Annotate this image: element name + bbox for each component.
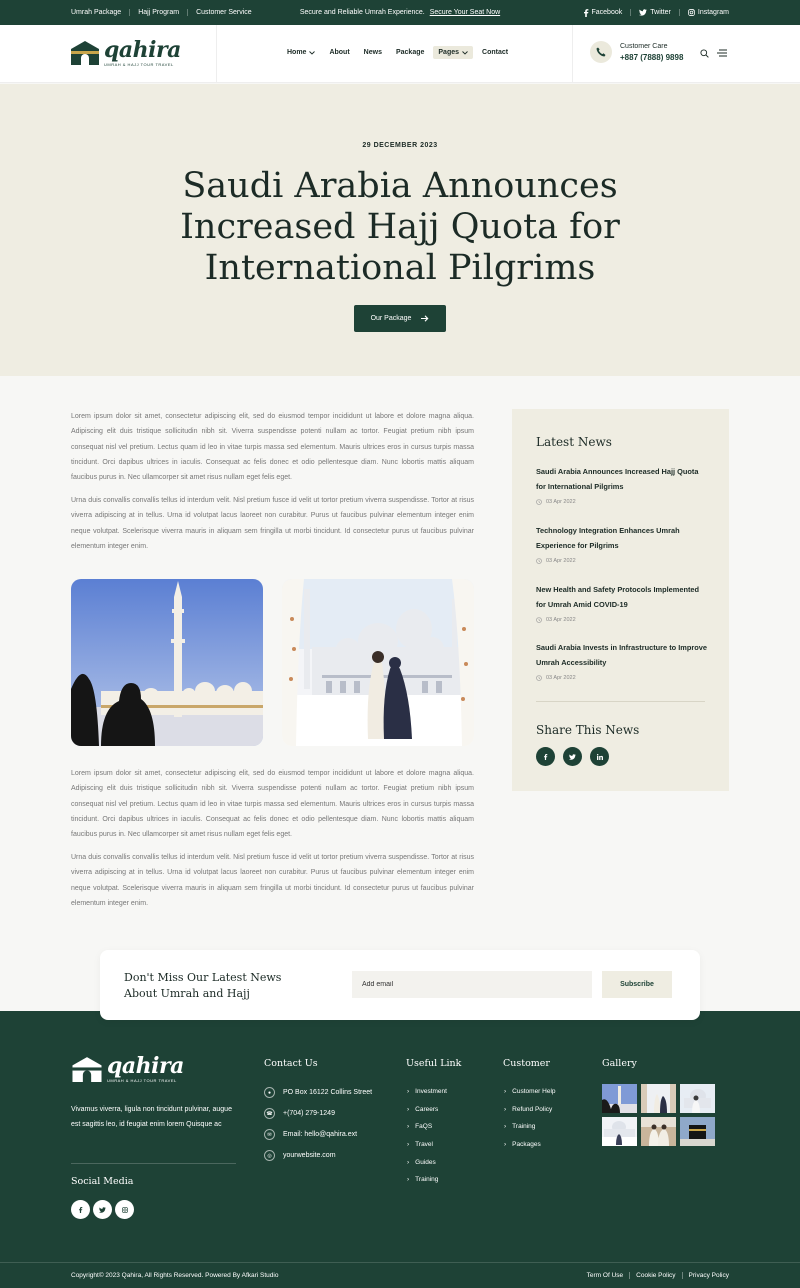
footer-link[interactable] bbox=[504, 1083, 556, 1101]
twitter-icon bbox=[99, 1207, 106, 1213]
top-facebook-label: Facebook bbox=[591, 9, 623, 16]
contact-website[interactable] bbox=[264, 1145, 372, 1166]
news-title: New Health and Safety Protocols Implemented for Umrah Amid COVID-19 bbox=[536, 585, 700, 609]
news-date-text: 03 Apr 2022 bbox=[546, 675, 576, 681]
footer-link-label: Training bbox=[415, 1176, 439, 1184]
contact-email-text: Email: hello@qahira.ext bbox=[283, 1131, 358, 1138]
footer-twitter-button[interactable] bbox=[93, 1200, 112, 1219]
kaaba-logo-icon bbox=[70, 39, 100, 66]
news-title: Saudi Arabia Invests in Infrastructure to Improve Umrah Accessibility bbox=[536, 643, 707, 667]
top-link-umrah[interactable]: Umrah Package bbox=[71, 9, 122, 16]
contact-phone-text: +(704) 279-1249 bbox=[283, 1110, 335, 1117]
gallery-thumb[interactable] bbox=[641, 1117, 676, 1146]
clock-icon bbox=[536, 499, 542, 505]
chevron-right-icon: › bbox=[407, 1141, 410, 1149]
nav-pages[interactable] bbox=[433, 46, 473, 59]
footer-social bbox=[71, 1200, 134, 1219]
gallery-title: Gallery bbox=[602, 1058, 637, 1069]
instagram-icon bbox=[122, 1207, 128, 1213]
newsletter-box bbox=[100, 950, 700, 1020]
facebook-icon bbox=[543, 754, 548, 760]
twitter-icon bbox=[569, 754, 576, 760]
news-date bbox=[536, 617, 708, 623]
chevron-down-icon bbox=[309, 51, 315, 55]
nav-home-label: Home bbox=[287, 49, 307, 56]
brand-name: qahira bbox=[104, 37, 181, 63]
article-title: Saudi Arabia Announces Increased Hajj Quota for International Pilgrims bbox=[180, 166, 620, 288]
chevron-right-icon: › bbox=[504, 1141, 507, 1149]
footer-link-label: Training bbox=[512, 1123, 536, 1131]
subscribe-button[interactable]: Subscribe bbox=[602, 971, 672, 998]
footer-link[interactable] bbox=[504, 1118, 556, 1136]
announcement-text: Secure and Reliable Umrah Experience. bbox=[299, 9, 425, 16]
header-actions bbox=[700, 49, 727, 58]
news-date-text: 03 Apr 2022 bbox=[546, 558, 576, 564]
footer-brand-tagline: UMRAH & HAJJ TOUR TRAVEL bbox=[107, 1078, 177, 1083]
footer-link-label: Refund Policy bbox=[512, 1105, 553, 1113]
share-buttons bbox=[536, 747, 609, 766]
footer-link[interactable] bbox=[504, 1136, 556, 1154]
footer-link[interactable] bbox=[504, 1101, 556, 1119]
arrow-right-icon bbox=[421, 315, 429, 322]
news-item[interactable] bbox=[536, 523, 708, 564]
customer-links bbox=[504, 1083, 556, 1153]
copyright: Copyright© 2023 Qahira, All Rights Reserved. Powered By Afkari Studio bbox=[71, 1272, 279, 1279]
footer-gallery bbox=[602, 1084, 715, 1146]
share-facebook-button[interactable] bbox=[536, 747, 555, 766]
gallery-thumb[interactable] bbox=[680, 1084, 715, 1113]
nav-about[interactable]: About bbox=[329, 49, 350, 56]
news-title: Saudi Arabia Announces Increased Hajj Quota for International Pilgrims bbox=[536, 467, 699, 491]
gallery-thumb[interactable] bbox=[680, 1117, 715, 1146]
contact-email[interactable] bbox=[264, 1124, 372, 1145]
top-link-hajj[interactable]: Hajj Program bbox=[129, 9, 187, 16]
chevron-right-icon: › bbox=[504, 1105, 507, 1113]
phone-icon-wrap bbox=[590, 41, 612, 63]
contact-phone[interactable] bbox=[264, 1103, 372, 1124]
news-date bbox=[536, 675, 708, 681]
top-facebook[interactable] bbox=[575, 9, 631, 17]
facebook-icon bbox=[78, 1207, 83, 1213]
brand-logo[interactable] bbox=[70, 39, 181, 67]
top-twitter[interactable] bbox=[630, 9, 679, 16]
footer-facebook-button[interactable] bbox=[71, 1200, 90, 1219]
newsletter-heading: Don't Miss Our Latest News About Umrah and Hajj bbox=[124, 971, 282, 1000]
sidebar bbox=[512, 409, 729, 791]
footer-instagram-button[interactable] bbox=[115, 1200, 134, 1219]
top-instagram-label: Instagram bbox=[697, 9, 729, 16]
top-social bbox=[575, 9, 730, 17]
chevron-right-icon: › bbox=[407, 1176, 410, 1184]
top-twitter-label: Twitter bbox=[650, 9, 671, 16]
gallery-thumb[interactable] bbox=[602, 1117, 637, 1146]
news-date-text: 03 Apr 2022 bbox=[546, 499, 576, 505]
share-linkedin-button[interactable] bbox=[590, 747, 609, 766]
footer-link[interactable] bbox=[407, 1118, 447, 1136]
brand-tagline: UMRAH & HAJJ TOUR TRAVEL bbox=[104, 62, 174, 67]
our-package-button[interactable] bbox=[354, 305, 446, 332]
contact-list bbox=[264, 1082, 372, 1166]
header-divider bbox=[572, 25, 573, 83]
header-divider bbox=[216, 25, 217, 83]
legal-links bbox=[581, 1272, 729, 1279]
footer-link-label: Careers bbox=[415, 1105, 439, 1113]
clock-icon bbox=[536, 617, 542, 623]
news-date bbox=[536, 558, 708, 564]
useful-link-title: Useful Link bbox=[406, 1058, 462, 1069]
footer-brand-name: qahira bbox=[107, 1053, 184, 1079]
share-title: Share This News bbox=[536, 723, 640, 737]
nav-pages-label: Pages bbox=[438, 49, 460, 56]
instagram-icon bbox=[688, 9, 695, 16]
news-item[interactable] bbox=[536, 464, 708, 505]
footer-link[interactable] bbox=[407, 1171, 447, 1189]
location-icon: ● bbox=[264, 1087, 275, 1098]
footer-link-label: FaQS bbox=[415, 1123, 433, 1131]
sidebar-divider bbox=[536, 701, 705, 702]
footer-link[interactable] bbox=[407, 1153, 447, 1171]
footer-logo[interactable] bbox=[71, 1055, 184, 1083]
facebook-icon bbox=[583, 9, 589, 17]
news-title: Technology Integration Enhances Umrah Experience for Pilgrims bbox=[536, 526, 680, 550]
chevron-down-icon bbox=[462, 51, 468, 55]
footer-bottom-divider bbox=[0, 1262, 800, 1263]
chevron-right-icon: › bbox=[407, 1088, 410, 1096]
contact-address-text: PO Box 16122 Collins Street bbox=[283, 1089, 373, 1096]
contact-title: Contact Us bbox=[264, 1058, 318, 1069]
privacy-policy-link[interactable]: Privacy Policy bbox=[682, 1272, 729, 1279]
customer-care-label: Customer Care bbox=[620, 42, 668, 50]
our-package-label: Our Package bbox=[370, 315, 412, 322]
nav-package[interactable]: Package bbox=[395, 49, 425, 56]
mosque-photo-couple-arch bbox=[282, 579, 474, 746]
gallery-thumb[interactable] bbox=[641, 1084, 676, 1113]
news-date-text: 03 Apr 2022 bbox=[546, 617, 576, 623]
site-header bbox=[0, 25, 800, 83]
kaaba-logo-icon bbox=[71, 1055, 103, 1083]
top-links bbox=[71, 9, 260, 16]
article-paragraph: Lorem ipsum dolor sit amet, consectetur adipiscing elit, sed do eiusmod tempor incididunt ut labore et dolore magna aliqua. Adipiscing elit duis tristique sollicitudin nibh sit. Viverra suspendisse potenti nullam ac tortor. Feugiat pretium nibh ipsum consequat nisl vel pretium. Lectus quam id leo in vitae turpis massa sed elementum. Mauris ultrices eros in cursus turpis massa tincidunt. Orci dapibus ultrices in iaculis. Consequat ac felis donec et odio pellentesque diam. Nunc lobortis mattis aliquam faucibus purus in. Nec ullamcorper sit amet risus nullam eget felis eget. bbox=[71, 770, 474, 839]
clock-icon bbox=[536, 675, 542, 681]
cookie-policy-link[interactable]: Cookie Policy bbox=[629, 1272, 681, 1279]
menu-icon[interactable] bbox=[717, 49, 727, 57]
announcement-link[interactable]: Secure Your Seat Now bbox=[429, 9, 501, 16]
main-nav bbox=[282, 46, 513, 59]
chevron-right-icon: › bbox=[407, 1105, 410, 1113]
customer-care-phone: +887 (7888) 9898 bbox=[620, 52, 684, 62]
latest-news-title: Latest News bbox=[536, 435, 612, 449]
footer-link[interactable] bbox=[407, 1101, 447, 1119]
phone-icon bbox=[596, 47, 606, 57]
top-instagram[interactable] bbox=[679, 9, 729, 16]
top-bar bbox=[0, 0, 800, 25]
article-paragraph: Urna duis convallis convallis tellus id interdum velit. Nisl pretium fusce id velit ut tortor pretium viverra suspendisse. Tortor at risus viverra adipiscing at in tellus. Urna id volutpat lacus laoreet non curabitur. Purus ut faucibus pulvinar elementum integer enim neque volutpat. Scelerisque viverra mauris in aliquam sem fringilla ut morbi tincidunt. Id consectetur purus ut faucibus pulvinar elementum integer enim. bbox=[71, 854, 474, 907]
footer-description: Vivamus viverra, ligula non tincidunt pulvinar, augue est sagittis leo, id feugiat enim lorem Quisque ac bbox=[71, 1106, 232, 1128]
footer-link[interactable] bbox=[407, 1083, 447, 1101]
customer-title: Customer bbox=[503, 1058, 550, 1069]
article-paragraph: Lorem ipsum dolor sit amet, consectetur adipiscing elit, sed do eiusmod tempor incididunt ut labore et dolore magna aliqua. Adipiscing elit duis tristique sollicitudin nibh sit. Viverra suspendisse potenti nullam ac tortor. Feugiat pretium nibh ipsum consequat nisl vel pretium. Lectus quam id leo in vitae turpis massa sed elementum. Mauris ultrices eros in cursus turpis massa tincidunt. Orci dapibus ultrices in iaculis. Consequat ac felis donec et odio pellentesque diam. Nunc lobortis mattis aliquam faucibus purus in. Nec ullamcorper sit amet risus nullam eget felis eget. bbox=[71, 413, 474, 482]
linkedin-icon bbox=[597, 754, 603, 760]
chevron-right-icon: › bbox=[504, 1123, 507, 1131]
news-date bbox=[536, 499, 708, 505]
useful-links bbox=[407, 1083, 447, 1189]
article-date: 29 DECEMBER 2023 bbox=[362, 142, 438, 149]
contact-website-text: yourwebsite.com bbox=[283, 1152, 336, 1159]
globe-icon: ◎ bbox=[264, 1150, 275, 1161]
footer-link-label: Customer Help bbox=[512, 1088, 556, 1096]
news-item[interactable] bbox=[536, 640, 708, 681]
phone-icon: ☎ bbox=[264, 1108, 275, 1119]
nav-news[interactable]: News bbox=[363, 49, 382, 56]
top-link-service[interactable]: Customer Service bbox=[187, 9, 260, 16]
mosque-photo-couple-silhouette bbox=[71, 579, 263, 746]
email-input[interactable] bbox=[352, 971, 592, 998]
nav-home[interactable] bbox=[282, 46, 320, 59]
chevron-right-icon: › bbox=[407, 1123, 410, 1131]
article-hero bbox=[0, 84, 800, 376]
search-icon[interactable] bbox=[700, 49, 709, 58]
twitter-icon bbox=[639, 9, 647, 16]
customer-care[interactable] bbox=[590, 41, 683, 63]
footer-link-label: Guides bbox=[415, 1158, 436, 1166]
footer-link-label: Investment bbox=[415, 1088, 447, 1096]
chevron-right-icon: › bbox=[407, 1158, 410, 1166]
email-icon: ✉ bbox=[264, 1129, 275, 1140]
chevron-right-icon: › bbox=[504, 1088, 507, 1096]
news-item[interactable] bbox=[536, 582, 708, 623]
gallery-thumb[interactable] bbox=[602, 1084, 637, 1113]
nav-contact[interactable]: Contact bbox=[482, 49, 509, 56]
footer-divider bbox=[71, 1163, 236, 1164]
social-media-title: Social Media bbox=[71, 1176, 134, 1187]
site-footer bbox=[0, 1011, 800, 1288]
footer-link-label: Packages bbox=[512, 1141, 541, 1149]
terms-link[interactable]: Term Of Use bbox=[586, 1272, 624, 1279]
footer-link[interactable] bbox=[407, 1136, 447, 1154]
contact-address bbox=[264, 1082, 372, 1103]
share-twitter-button[interactable] bbox=[563, 747, 582, 766]
footer-link-label: Travel bbox=[415, 1141, 433, 1149]
article-paragraph: Urna duis convallis convallis tellus id interdum velit. Nisl pretium fusce id velit ut tortor pretium viverra suspendisse. Tortor at risus viverra adipiscing at in tellus. Urna id volutpat lacus laoreet non curabitur. Purus ut faucibus pulvinar elementum integer enim neque volutpat. Scelerisque viverra mauris in aliquam sem fringilla ut morbi tincidunt. Id consectetur purus ut faucibus pulvinar elementum integer enim. bbox=[71, 497, 474, 550]
clock-icon bbox=[536, 558, 542, 564]
